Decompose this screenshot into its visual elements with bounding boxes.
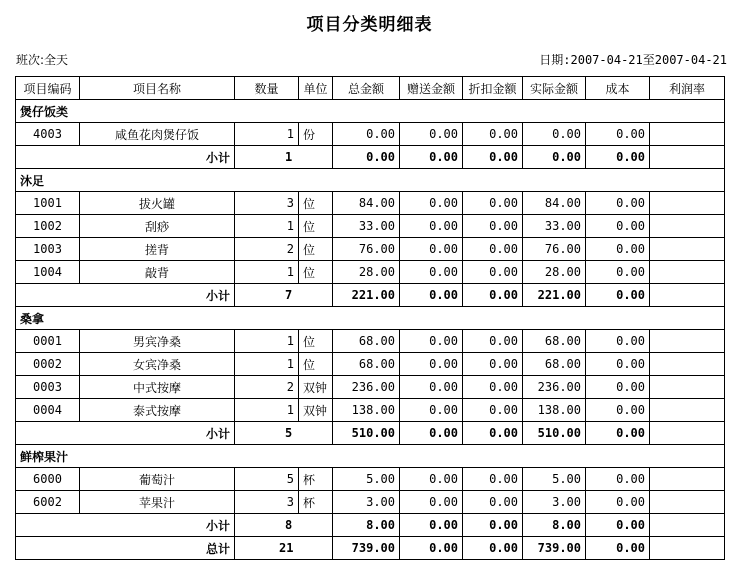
subtotal-actual: 0.00 — [523, 146, 586, 169]
shift-label: 班次:全天 — [16, 53, 69, 67]
subtotal-total: 0.00 — [333, 146, 400, 169]
table-row[interactable] — [16, 353, 725, 376]
item-discount: 0.00 — [463, 491, 523, 514]
report-title: 项目分类明细表 — [306, 15, 433, 35]
item-actual: 28.00 — [523, 261, 586, 284]
item-name: 葡萄汁 — [80, 468, 235, 491]
subtotal-row — [16, 284, 725, 307]
col-header-cost: 成本 — [586, 77, 650, 100]
item-actual: 76.00 — [523, 238, 586, 261]
category-name: 沐足 — [16, 169, 725, 192]
item-gift: 0.00 — [400, 376, 463, 399]
item-total: 68.00 — [333, 330, 400, 353]
item-discount: 0.00 — [463, 330, 523, 353]
subtotal-label: 小计 — [16, 284, 235, 307]
item-margin — [650, 330, 725, 353]
subtotal-cost: 0.00 — [586, 514, 650, 537]
subtotal-gift: 0.00 — [400, 284, 463, 307]
item-code: 1003 — [16, 238, 80, 261]
item-total: 76.00 — [333, 238, 400, 261]
col-header-unit: 单位 — [299, 77, 333, 100]
item-margin — [650, 468, 725, 491]
item-cost: 0.00 — [586, 353, 650, 376]
item-qty: 2 — [235, 376, 299, 399]
subtotal-discount: 0.00 — [463, 146, 523, 169]
item-unit: 位 — [299, 215, 333, 238]
item-cost: 0.00 — [586, 468, 650, 491]
item-code: 0001 — [16, 330, 80, 353]
col-header-discount: 折扣金额 — [463, 77, 523, 100]
category-row — [16, 100, 725, 123]
subtotal-discount: 0.00 — [463, 422, 523, 445]
item-qty: 1 — [235, 261, 299, 284]
grand-total-cost: 0.00 — [586, 537, 650, 560]
item-code: 0002 — [16, 353, 80, 376]
item-discount: 0.00 — [463, 399, 523, 422]
category-row — [16, 169, 725, 192]
category-name: 煲仔饭类 — [16, 100, 725, 123]
item-qty: 2 — [235, 238, 299, 261]
item-discount: 0.00 — [463, 353, 523, 376]
table-row[interactable] — [16, 192, 725, 215]
item-margin — [650, 399, 725, 422]
item-code: 4003 — [16, 123, 80, 146]
item-total: 28.00 — [333, 261, 400, 284]
item-total: 3.00 — [333, 491, 400, 514]
item-unit: 双钟 — [299, 399, 333, 422]
item-code: 6000 — [16, 468, 80, 491]
subtotal-cost: 0.00 — [586, 284, 650, 307]
item-actual: 33.00 — [523, 215, 586, 238]
category-name: 桑拿 — [16, 307, 725, 330]
item-total: 0.00 — [333, 123, 400, 146]
item-gift: 0.00 — [400, 123, 463, 146]
item-gift: 0.00 — [400, 491, 463, 514]
table-header-row — [16, 77, 725, 100]
subtotal-row — [16, 514, 725, 537]
item-discount: 0.00 — [463, 261, 523, 284]
item-margin — [650, 215, 725, 238]
item-cost: 0.00 — [586, 491, 650, 514]
item-gift: 0.00 — [400, 353, 463, 376]
date-range-label: 日期:2007-04-21至2007-04-21 — [539, 53, 727, 67]
item-unit: 双钟 — [299, 376, 333, 399]
item-unit: 杯 — [299, 491, 333, 514]
item-unit: 杯 — [299, 468, 333, 491]
item-total: 5.00 — [333, 468, 400, 491]
grand-total-qty: 21 — [235, 537, 333, 560]
subtotal-discount: 0.00 — [463, 284, 523, 307]
subtotal-label: 小计 — [16, 514, 235, 537]
subtotal-actual: 510.00 — [523, 422, 586, 445]
item-gift: 0.00 — [400, 330, 463, 353]
item-discount: 0.00 — [463, 468, 523, 491]
item-discount: 0.00 — [463, 215, 523, 238]
col-header-gift: 赠送金额 — [400, 77, 463, 100]
item-unit: 位 — [299, 330, 333, 353]
grand-total-margin — [650, 537, 725, 560]
item-qty: 5 — [235, 468, 299, 491]
grand-total-label: 总计 — [16, 537, 235, 560]
item-cost: 0.00 — [586, 192, 650, 215]
subtotal-gift: 0.00 — [400, 146, 463, 169]
item-code: 1004 — [16, 261, 80, 284]
item-unit: 位 — [299, 238, 333, 261]
col-header-actual: 实际金额 — [523, 77, 586, 100]
table-row[interactable] — [16, 330, 725, 353]
table-row[interactable] — [16, 491, 725, 514]
item-cost: 0.00 — [586, 215, 650, 238]
col-header-name: 项目名称 — [80, 77, 235, 100]
item-margin — [650, 261, 725, 284]
col-header-code: 项目编码 — [16, 77, 80, 100]
grand-total-gift: 0.00 — [400, 537, 463, 560]
item-unit: 位 — [299, 261, 333, 284]
item-name: 女宾净桑 — [80, 353, 235, 376]
item-name: 苹果汁 — [80, 491, 235, 514]
subtotal-gift: 0.00 — [400, 422, 463, 445]
item-cost: 0.00 — [586, 238, 650, 261]
item-cost: 0.00 — [586, 376, 650, 399]
item-unit: 份 — [299, 123, 333, 146]
category-detail-table — [15, 76, 725, 560]
item-qty: 1 — [235, 399, 299, 422]
table-row[interactable] — [16, 468, 725, 491]
grand-total-actual: 739.00 — [523, 537, 586, 560]
item-name: 刮痧 — [80, 215, 235, 238]
item-qty: 1 — [235, 123, 299, 146]
item-name: 咸鱼花肉煲仔饭 — [80, 123, 235, 146]
item-total: 33.00 — [333, 215, 400, 238]
item-name: 拔火罐 — [80, 192, 235, 215]
subtotal-label: 小计 — [16, 146, 235, 169]
subtotal-margin — [650, 284, 725, 307]
item-gift: 0.00 — [400, 399, 463, 422]
item-name: 男宾净桑 — [80, 330, 235, 353]
item-gift: 0.00 — [400, 192, 463, 215]
table-row[interactable] — [16, 376, 725, 399]
item-total: 84.00 — [333, 192, 400, 215]
table-row[interactable] — [16, 399, 725, 422]
item-discount: 0.00 — [463, 376, 523, 399]
item-actual: 68.00 — [523, 330, 586, 353]
subtotal-total: 510.00 — [333, 422, 400, 445]
subtotal-margin — [650, 146, 725, 169]
item-code: 1001 — [16, 192, 80, 215]
item-gift: 0.00 — [400, 468, 463, 491]
subtotal-qty: 1 — [235, 146, 333, 169]
subtotal-discount: 0.00 — [463, 514, 523, 537]
subtotal-margin — [650, 514, 725, 537]
item-actual: 0.00 — [523, 123, 586, 146]
item-actual: 84.00 — [523, 192, 586, 215]
item-actual: 3.00 — [523, 491, 586, 514]
subtotal-qty: 5 — [235, 422, 333, 445]
item-cost: 0.00 — [586, 399, 650, 422]
item-gift: 0.00 — [400, 215, 463, 238]
category-row — [16, 307, 725, 330]
table-row[interactable] — [16, 123, 725, 146]
table-row[interactable] — [16, 215, 725, 238]
grand-total-discount: 0.00 — [463, 537, 523, 560]
subtotal-total: 8.00 — [333, 514, 400, 537]
item-actual: 68.00 — [523, 353, 586, 376]
item-unit: 位 — [299, 192, 333, 215]
subtotal-gift: 0.00 — [400, 514, 463, 537]
grand-total-total: 739.00 — [333, 537, 400, 560]
item-discount: 0.00 — [463, 192, 523, 215]
item-cost: 0.00 — [586, 261, 650, 284]
category-row — [16, 445, 725, 468]
subtotal-label: 小计 — [16, 422, 235, 445]
subtotal-qty: 7 — [235, 284, 333, 307]
item-actual: 236.00 — [523, 376, 586, 399]
item-qty: 3 — [235, 192, 299, 215]
item-gift: 0.00 — [400, 238, 463, 261]
item-total: 236.00 — [333, 376, 400, 399]
item-total: 68.00 — [333, 353, 400, 376]
item-unit: 位 — [299, 353, 333, 376]
item-cost: 0.00 — [586, 123, 650, 146]
item-margin — [650, 192, 725, 215]
subtotal-row — [16, 422, 725, 445]
item-actual: 5.00 — [523, 468, 586, 491]
item-gift: 0.00 — [400, 261, 463, 284]
category-name: 鲜榨果汁 — [16, 445, 725, 468]
subtotal-cost: 0.00 — [586, 422, 650, 445]
item-margin — [650, 238, 725, 261]
subtotal-actual: 8.00 — [523, 514, 586, 537]
item-actual: 138.00 — [523, 399, 586, 422]
col-header-total: 总金额 — [333, 77, 400, 100]
item-name: 泰式按摩 — [80, 399, 235, 422]
col-header-qty: 数量 — [235, 77, 299, 100]
item-discount: 0.00 — [463, 238, 523, 261]
item-code: 1002 — [16, 215, 80, 238]
item-margin — [650, 123, 725, 146]
item-total: 138.00 — [333, 399, 400, 422]
item-margin — [650, 491, 725, 514]
item-qty: 1 — [235, 330, 299, 353]
item-qty: 1 — [235, 215, 299, 238]
subtotal-margin — [650, 422, 725, 445]
item-cost: 0.00 — [586, 330, 650, 353]
item-name: 中式按摩 — [80, 376, 235, 399]
table-row[interactable] — [16, 261, 725, 284]
subtotal-qty: 8 — [235, 514, 333, 537]
item-code: 0003 — [16, 376, 80, 399]
item-qty: 1 — [235, 353, 299, 376]
item-name: 搓背 — [80, 238, 235, 261]
item-margin — [650, 353, 725, 376]
subtotal-cost: 0.00 — [586, 146, 650, 169]
item-qty: 3 — [235, 491, 299, 514]
subtotal-total: 221.00 — [333, 284, 400, 307]
item-code: 0004 — [16, 399, 80, 422]
item-name: 敲背 — [80, 261, 235, 284]
item-margin — [650, 376, 725, 399]
subtotal-actual: 221.00 — [523, 284, 586, 307]
item-code: 6002 — [16, 491, 80, 514]
subtotal-row — [16, 146, 725, 169]
grand-total-row — [16, 537, 725, 560]
table-row[interactable] — [16, 238, 725, 261]
item-discount: 0.00 — [463, 123, 523, 146]
table-body — [16, 100, 725, 560]
col-header-margin: 利润率 — [650, 77, 725, 100]
